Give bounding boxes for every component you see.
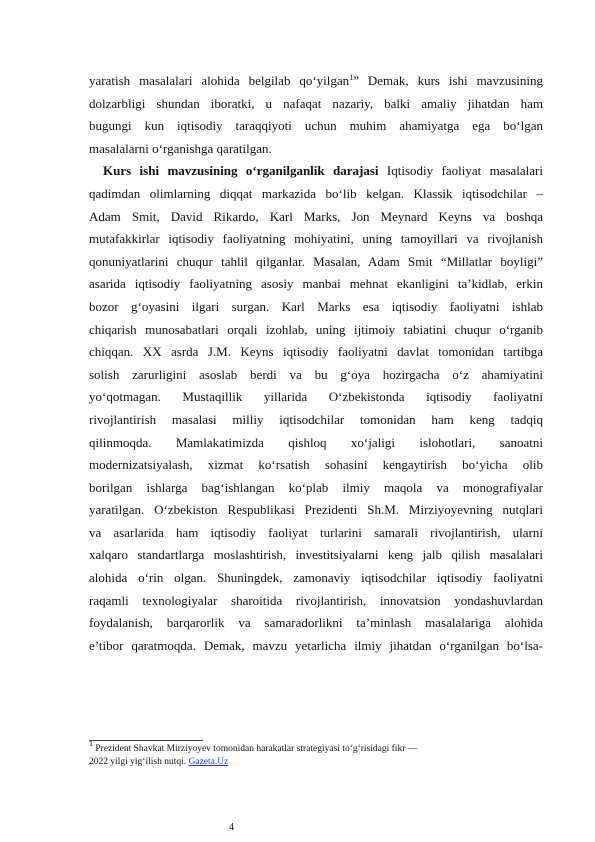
text-line: raqamli texnologiyalar sharoitida rivojlantirish, innovatsion yondashuvlardan [89, 592, 543, 608]
text-line: va asarlarida ham iqtisodiy faoliyat turlarini samarali rivojlantirish, ularni [89, 524, 543, 540]
body-text [89, 70, 543, 657]
footnote-line-2: 2022 yilgi yig‘ilish nutqi. Gazeta.Uz [89, 757, 229, 767]
text-line: modernizatsiyalash, xizmat ko‘rsatish sohasini kengaytirish bo‘yicha olib [89, 457, 543, 473]
footnote-divider [89, 740, 203, 741]
text-line: Kurs ishi mavzusining o‘rganilganlik darajasi Iqtisodiy faoliyat masalalari [103, 163, 543, 179]
text-line: foydalanish, barqarorlik va samaradorlikni ta’minlash masalalariga alohida [89, 615, 543, 631]
text-line: qonuniyatlarini chuqur tahlil qilganlar. Masalan, Adam Smit “Millatlar boyligi” [89, 253, 543, 269]
footnote-marker: 1 [89, 739, 93, 748]
text-line: borilgan ishlarga bag‘ishlangan ko‘plab ilmiy maqola va monografiyalar [89, 479, 543, 495]
text-line: mutafakkirlar iqtisodiy faoliyatning mohiyatini, uning tamoyillari va rivojlanish [89, 231, 543, 247]
text-line: solish zarurligini asoslab berdi va bu g‘oya hozirgacha o‘z ahamiyatini [89, 366, 543, 382]
text-line: bozor g‘oyasini ilgari surgan. Karl Marks esa iqtisodiy faoliyatni ishlab [89, 298, 543, 314]
text-line: rivojlantirish masalasi milliy iqtisodchilar tomonidan ham keng tadqiq [89, 411, 543, 427]
text-line: alohida o‘rin olgan. Shuningdek, zamonaviy iqtisodchilar iqtisodiy faoliyatni [89, 570, 543, 586]
text-line: Adam Smit, David Rikardo, Karl Marks, Jon Meynard Keyns va boshqa [89, 208, 543, 224]
text-line: chiqqan. XX asrda J.M. Keyns iqtisodiy faoliyatni davlat tomonidan tartibga [89, 344, 543, 360]
section-heading: Kurs ishi mavzusining o‘rganilganlik darajasi [103, 163, 379, 179]
text-line: asarida iqtisodiy faoliyatning asosiy manbai mehnat ekanligini ta’kidlab, erkin [89, 276, 543, 292]
footnote-line-1: $^1$ Prezident Shavkat Mirziyoyev tomonidan harakatlar strategiyasi to‘g‘risidagi fikr — [89, 739, 418, 754]
page-number: 4 [229, 822, 234, 833]
text-line: masalalarni o‘rganishga qaratilgan. [89, 140, 272, 156]
text-line: qadimdan olimlarning diqqat markazida bo‘lib kelgan. Klassik iqtisodchilar – [89, 185, 543, 201]
text-line: yaratilgan. O‘zbekiston Respublikasi Prezidenti Sh.M. Mirziyoyevning nutqlari [89, 502, 543, 518]
footnote [89, 739, 543, 769]
footnote-source-link[interactable]: Gazeta.Uz [188, 757, 229, 767]
text-line: bugungi kun iqtisodiy taraqqiyoti uchun muhim ahamiyatga ega bo‘lgan [89, 118, 543, 134]
text-line: xalqaro standartlarga moslashtirish, investitsiyalarni keng jalb qilish masalalari [89, 547, 543, 563]
text-line: e’tibor qaratmoqda. Demak, mavzu yetarlicha ilmiy jihatdan o‘rganilgan bo‘lsa- [89, 637, 543, 653]
footnote-reference: 1 [349, 73, 354, 82]
text-line: yo‘qotmagan. Mustaqillik yillarida O‘zbekistonda iqtisodiy faoliyatni [89, 389, 543, 405]
text-line: yaratish masalalari alohida belgilab qo‘yilgan$^1$” Demak, kurs ishi mavzusining [89, 73, 544, 88]
text-line: chiqarish munosabatlari orqali izohlab, uning ijtimoiy tabiatini chuqur o‘rganib [89, 321, 543, 337]
text-line: dolzarbligi shundan iboratki, u nafaqat nazariy, balki amaliy jihatdan ham [89, 95, 543, 111]
text-line: qilinmoqda. Mamlakatimizda qishloq xo‘jaligi islohotlari, sanoatni [89, 434, 543, 450]
